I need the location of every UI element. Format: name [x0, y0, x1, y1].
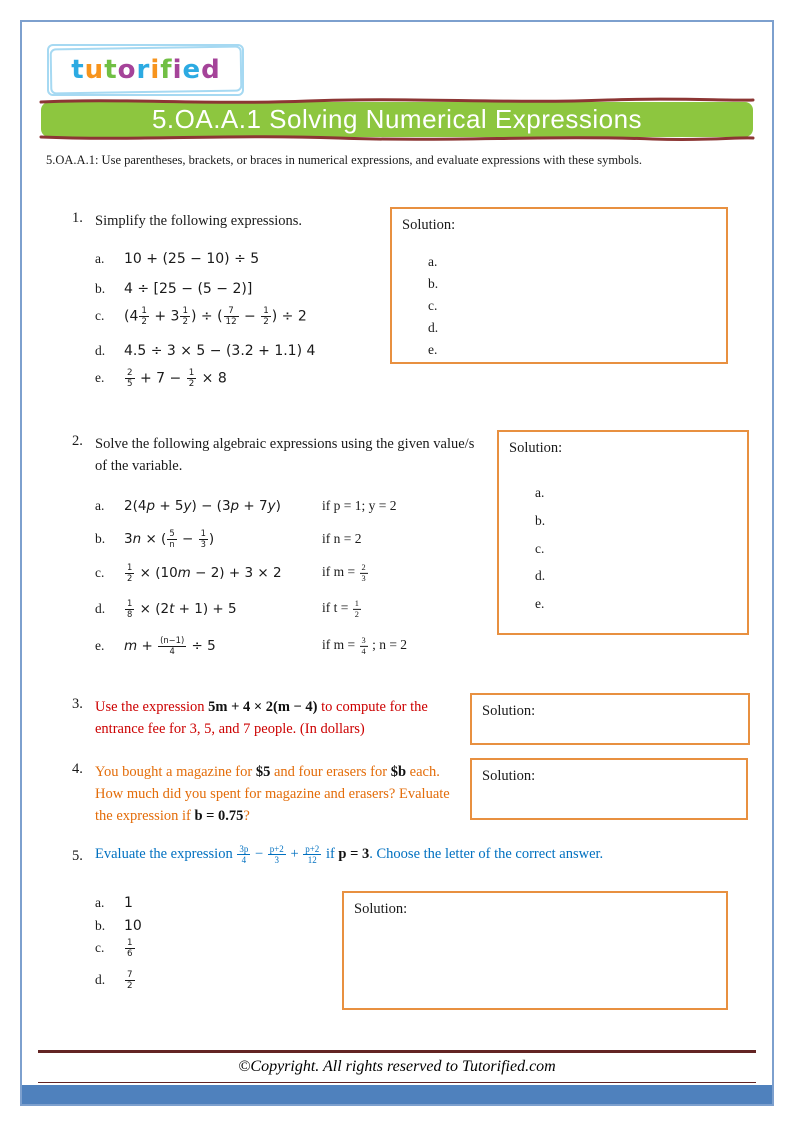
q5-option-b	[95, 917, 142, 935]
standard-description: 5.OA.A.1: Use parentheses, brackets, or braces in numerical expressions, and evaluate expressions with these symbols.	[46, 153, 643, 167]
item-label: d.	[95, 343, 106, 359]
item-expression: 10 + (25 − 10) ÷ 5	[124, 251, 260, 268]
fraction: $\frac{1}{2}$	[188, 368, 195, 389]
item-condition: if m = $\frac{3}{4}$ ; n = 2	[322, 636, 408, 656]
fraction: $\frac{(n-1)}{4}$	[160, 635, 185, 656]
option-label: b.	[95, 918, 106, 934]
solution-line: e.	[535, 596, 545, 611]
footer-rule-top	[38, 1050, 756, 1053]
item-expression: (4 $\frac{1}{2}$ + 3 $\frac{1}{2}$ ) ÷ ( $\frac{7}{12}$ − $\frac{1}{2}$ ) ÷ 2	[124, 306, 307, 327]
q1-item-d	[95, 342, 315, 360]
fraction: $\frac{1}{8}$	[127, 598, 133, 619]
fraction: $\frac{1}{3}$	[200, 528, 206, 549]
fraction: $\frac{1}{2}$	[182, 306, 188, 327]
solution-box-q5	[342, 891, 728, 1010]
fraction: $\frac{p+2}{3}$	[269, 843, 284, 866]
option-value: 10	[124, 918, 142, 935]
item-expression: 3n × ( $\frac{5}{n}$ − $\frac{1}{3}$ )	[124, 528, 215, 549]
solution-box-q3	[470, 693, 750, 745]
q2-item-c	[95, 562, 366, 583]
item-condition: if n = 2	[322, 531, 362, 547]
item-label: c.	[95, 308, 105, 324]
fraction: $\frac{3}{4}$	[361, 636, 366, 656]
q1-item-a	[95, 250, 259, 268]
fraction: $\frac{7}{2}$	[127, 970, 133, 991]
fraction: $\frac{3p}{4}$	[239, 843, 249, 866]
item-label: a.	[95, 498, 105, 514]
fraction: $\frac{1}{2}$	[127, 562, 133, 583]
fraction: $\frac{5}{n}$	[169, 528, 175, 549]
option-label: c.	[95, 940, 105, 956]
q3-number: 3.	[72, 696, 83, 712]
item-condition: if t = $\frac{1}{2}$	[322, 599, 359, 619]
item-label: b.	[95, 531, 106, 547]
item-expression: $\frac{1}{2}$ × (10m − 2) + 3 × 2	[127, 562, 282, 583]
q2-item-d	[95, 598, 359, 619]
option-value: 1	[124, 895, 133, 912]
item-label: e.	[95, 638, 105, 654]
logo-text: t u t o r i f i e d	[71, 55, 221, 85]
solution-line: d.	[428, 320, 439, 335]
item-condition: if p = 1; y = 2	[322, 498, 397, 513]
item-label: c.	[95, 565, 105, 581]
q4-text: You bought a magazine for $5 and four erasers for $b each. How much did you spent for magazine and erasers? Evaluate the expression if b = 0.75?	[95, 764, 450, 824]
solution-title: Solution:	[354, 901, 408, 917]
fraction: $\frac{p+2}{12}$	[305, 843, 320, 866]
q1-prompt: Simplify the following expressions.	[95, 213, 303, 229]
q4-number: 4.	[72, 761, 83, 777]
solution-line: a.	[535, 485, 545, 500]
option-value	[124, 938, 136, 959]
solution-line: b.	[535, 513, 546, 528]
footer-blue-bar	[22, 1085, 772, 1104]
q2-item-b	[95, 528, 362, 549]
solution-title: Solution:	[482, 703, 536, 719]
q3-text: Use the expression 5m + 4 × 2(m − 4) to compute for the entrance fee for 3, 5, and 7 people. (In dollars)	[95, 699, 428, 737]
q2-item-a	[95, 497, 397, 515]
fraction: $\frac{1}{6}$	[127, 938, 133, 959]
q1-item-c	[95, 306, 307, 327]
item-label: e.	[95, 370, 105, 386]
q5-option-d	[95, 970, 136, 991]
solution-title: Solution:	[402, 217, 456, 233]
q2-item-e	[95, 635, 408, 656]
option-value	[124, 970, 136, 991]
copyright-text: ©Copyright. All rights reserved to Tutorified.com	[238, 1058, 556, 1075]
solution-line: e.	[428, 342, 438, 357]
item-expression: m + $\frac{(n-1)}{4}$ ÷ 5	[124, 635, 216, 656]
item-expression: $\frac{2}{5}$ + 7 − $\frac{1}{2}$ × 8	[127, 368, 227, 389]
solution-title: Solution:	[482, 768, 536, 784]
solution-line: b.	[428, 276, 439, 291]
fraction: $\frac{1}{2}$	[354, 599, 359, 619]
option-label: a.	[95, 895, 105, 911]
solution-line: c.	[428, 298, 438, 313]
q5-number: 5.	[72, 848, 83, 864]
fraction: $\frac{1}{2}$	[263, 306, 269, 327]
item-label: b.	[95, 281, 106, 297]
q5-option-a	[95, 894, 133, 912]
solution-title: Solution:	[509, 440, 563, 456]
item-expression: $\frac{1}{8}$ × (2t + 1) + 5	[127, 598, 237, 619]
solution-line: a.	[428, 254, 438, 269]
item-expression: 2(4p + 5y) − (3p + 7y)	[124, 498, 281, 515]
q2-number: 2.	[72, 433, 83, 449]
item-expression: 4.5 ÷ 3 × 5 − (3.2 + 1.1) 4	[124, 343, 316, 360]
q1-item-e	[95, 368, 227, 389]
option-label: d.	[95, 972, 106, 988]
item-label: d.	[95, 601, 106, 617]
q5-text: Evaluate the expression $\frac{3p}{4}$ − $\frac{p+2}{3}$ + $\frac{p+2}{12}$ if p = 3. Choose the letter of the correct answer.	[95, 843, 604, 866]
q1-number: 1.	[72, 210, 83, 226]
title-banner	[38, 95, 756, 143]
fraction: $\frac{2}{3}$	[361, 563, 366, 583]
solution-box-q1	[390, 207, 728, 364]
q2-prompt: Solve the following algebraic expressions using the given value/s of the variable.	[95, 436, 475, 474]
item-label: a.	[95, 251, 105, 267]
fraction: $\frac{7}{12}$	[225, 306, 237, 327]
item-condition: if m = $\frac{2}{3}$	[322, 563, 366, 583]
solution-box-q2	[497, 430, 749, 635]
fraction: $\frac{2}{5}$	[127, 368, 133, 389]
solution-line: d.	[535, 568, 546, 583]
solution-box-q4	[470, 758, 748, 820]
logo	[46, 42, 246, 98]
page-title: 5.OA.A.1 Solving Numerical Expressions	[151, 104, 643, 134]
footer-rule-bottom	[38, 1082, 756, 1083]
q1-item-b	[95, 280, 252, 298]
solution-line: c.	[535, 541, 545, 556]
fraction: $\frac{1}{2}$	[141, 306, 147, 327]
item-expression: 4 ÷ [25 − (5 − 2)]	[124, 281, 253, 298]
q5-option-c	[95, 938, 136, 959]
